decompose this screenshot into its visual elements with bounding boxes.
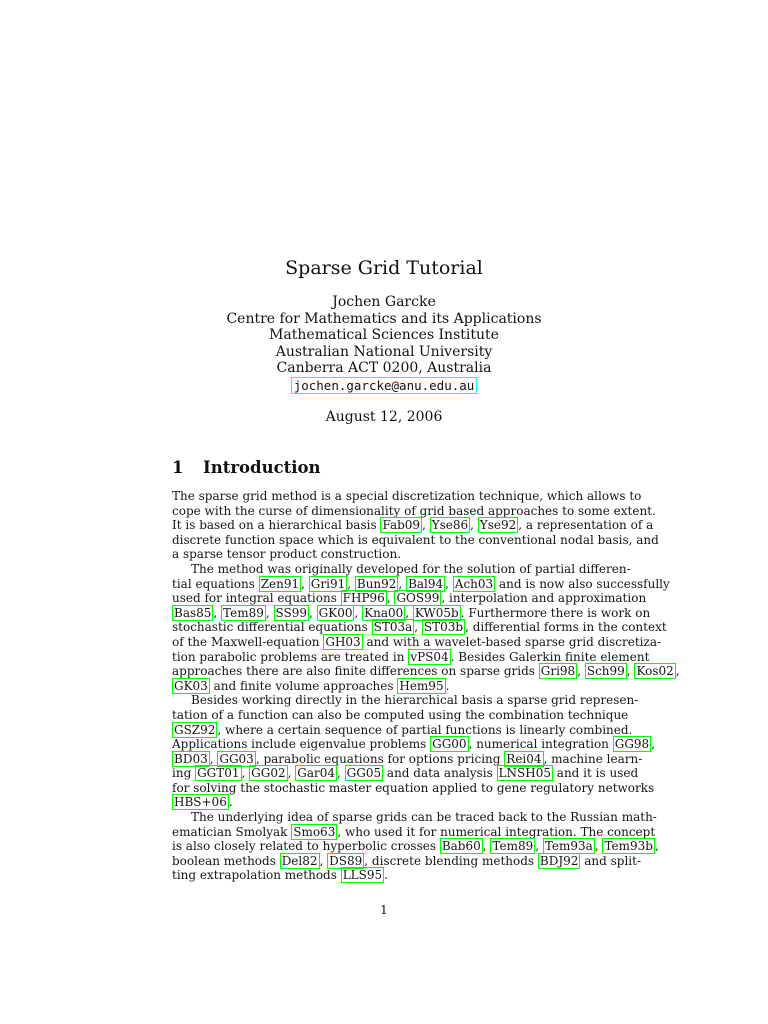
text-run: The method was originally developed for the solution of partial differen- [191, 561, 631, 576]
text-run: and finite volume approaches [209, 678, 398, 693]
paper-date: August 12, 2006 [325, 408, 443, 425]
text-line [172, 634, 662, 650]
text-run: ting extrapolation methods [172, 868, 341, 883]
affiliation-centre: Centre for Mathematics and its Applications [226, 310, 542, 327]
text-run: tial equations [172, 576, 259, 591]
citation-link[interactable]: Kos02 [636, 664, 674, 679]
text-line [172, 649, 650, 665]
text-run: , [398, 576, 407, 591]
citation-link[interactable]: KW05b [414, 605, 459, 620]
citation-link[interactable]: GG05 [346, 766, 382, 781]
citation-link[interactable]: DS89 [329, 853, 363, 868]
text-line [172, 547, 618, 562]
citation-link[interactable]: SS99 [275, 605, 308, 620]
text-line [172, 766, 639, 781]
text-line [172, 489, 642, 504]
text-run: and is now also successfully [495, 576, 670, 591]
text-run: , who used it for numerical integration. The concept [337, 824, 656, 839]
text-run: ing [172, 766, 196, 781]
citation-link[interactable]: Yse86 [431, 518, 469, 533]
text-run: , machine learn- [543, 751, 643, 766]
citation-link[interactable]: GG02 [251, 766, 286, 781]
citation-link[interactable]: LNSH05 [498, 766, 551, 781]
text-line [172, 839, 659, 854]
citation-link[interactable]: GK00 [318, 605, 353, 620]
text-run: , numerical integration [468, 737, 613, 752]
text-run: , [675, 664, 680, 679]
text-run: The sparse grid method is a special discretization technique, which allows to [172, 489, 642, 503]
citation-link[interactable]: GGT01 [197, 766, 240, 781]
citation-link[interactable]: Bas85 [174, 605, 212, 620]
text-run: , [445, 576, 453, 591]
text-line [172, 620, 667, 635]
citation-link[interactable]: Ach03 [454, 576, 494, 591]
text-run: , [213, 605, 222, 620]
citation-link[interactable]: vPS04 [410, 649, 449, 664]
text-line [172, 795, 618, 810]
text-run: , [209, 751, 218, 766]
text-run: approaches there are also finite differences on sparse grids [172, 664, 539, 679]
citation-link[interactable]: Tem89 [223, 605, 264, 620]
citation-link[interactable]: Rei04 [506, 751, 542, 766]
text-line [172, 664, 680, 679]
text-run: Besides working directly in the hierarchical basis a sparse grid represen- [191, 693, 639, 708]
citation-link[interactable]: BD03 [174, 751, 208, 766]
page-number: 1 [380, 903, 388, 917]
text-run: . Furthermore there is work on [460, 605, 651, 620]
section-number: 1 [172, 458, 184, 477]
citation-link[interactable]: GSZ92 [174, 722, 216, 737]
text-run: , [577, 664, 585, 679]
text-run: , [535, 839, 543, 854]
text-run: It is based on a hierarchical basis [172, 518, 381, 533]
text-run: , differential forms in the context [465, 620, 667, 635]
text-run: , [386, 591, 395, 606]
text-line [172, 503, 656, 519]
citation-link[interactable]: Del82 [281, 853, 318, 868]
text-run: , [301, 576, 309, 591]
text-run: of the Maxwell-equation [172, 634, 324, 649]
text-run: , [347, 576, 355, 591]
author-name: Jochen Garcke [332, 294, 436, 310]
title-block [0, 254, 768, 425]
citation-link[interactable]: Tem93b [604, 839, 653, 854]
text-run: The underlying idea of sparse grids can be traced back to the Russian math- [191, 810, 657, 825]
citation-link[interactable]: HBS+06 [174, 795, 227, 810]
text-run: ematician Smolyak [172, 824, 292, 839]
text-line [172, 605, 651, 621]
text-run: and split- [580, 853, 642, 868]
section-body [172, 489, 680, 883]
citation-link[interactable]: GG00 [432, 737, 467, 752]
text-run: , [309, 605, 317, 620]
text-line [172, 679, 618, 694]
text-run: boolean methods [172, 853, 280, 868]
text-run: is also closely related to hyperbolic crosses [172, 839, 440, 854]
citation-link[interactable]: Zen91 [260, 576, 300, 591]
citation-link[interactable]: LLS95 [342, 868, 383, 883]
text-line [172, 576, 670, 592]
text-run: , [626, 664, 635, 679]
affiliation-university: Australian National University [275, 343, 493, 360]
author-block [0, 294, 768, 395]
text-line [172, 722, 633, 738]
citation-link[interactable]: GG03 [219, 751, 254, 766]
citation-link[interactable]: Gri91 [310, 576, 346, 591]
text-run: , [651, 737, 656, 752]
author-email-link[interactable]: jochen.garcke@anu.edu.au [291, 377, 478, 394]
section-heading [172, 458, 622, 478]
text-run: Applications include eigenvalue problems [172, 737, 431, 752]
text-run: , [241, 766, 250, 781]
text-line [172, 707, 629, 723]
citation-link[interactable]: Sch99 [586, 664, 625, 679]
text-run: , [482, 839, 491, 854]
citation-link[interactable]: ST03a [373, 620, 413, 635]
text-run: and it is used [552, 766, 639, 781]
citation-link[interactable]: Smo63 [293, 824, 336, 839]
text-run: , [337, 766, 345, 781]
text-line [172, 810, 657, 825]
text-run: , discrete blending methods [364, 853, 538, 868]
text-run: , where a certain sequence of partial functions is linearly combined. [217, 722, 633, 737]
citation-link[interactable]: Tem89 [492, 839, 534, 854]
text-run: . [228, 795, 233, 810]
text-line [172, 532, 659, 548]
text-run: a sparse tensor product construction. [172, 547, 402, 562]
citation-link[interactable]: ST03b [423, 620, 464, 635]
text-run: tation of a function can also be computed using the combination technique [172, 707, 629, 722]
text-run: and with a wavelet-based sparse grid discretiza- [362, 634, 662, 649]
text-run: used for integral equations [172, 591, 341, 606]
text-line [172, 868, 618, 883]
citation-link[interactable]: Bal94 [408, 576, 444, 591]
text-run: , [470, 518, 478, 533]
text-line [172, 751, 643, 767]
citation-link[interactable]: Kna00 [364, 605, 404, 620]
text-line [172, 591, 647, 606]
citation-link[interactable]: GH03 [325, 634, 361, 649]
text-run: , [354, 605, 363, 620]
text-run: and data analysis [383, 766, 497, 781]
citation-link[interactable]: BDJ92 [539, 853, 579, 868]
section-title: Introduction [203, 458, 321, 477]
text-run: discrete function space which is equivalent to the conventional nodal basis, and [172, 532, 659, 547]
citation-link[interactable]: FHP96 [342, 591, 385, 606]
text-run: , parabolic equations for options pricing [255, 751, 505, 766]
text-line [172, 518, 654, 533]
text-run: . [445, 678, 450, 693]
citation-link[interactable]: Gri98 [540, 664, 576, 679]
text-run: , [594, 839, 603, 854]
text-run: , [655, 839, 659, 854]
text-run: , interpolation and approximation [441, 591, 647, 606]
citation-link[interactable]: Yse92 [479, 518, 517, 533]
text-run: . Besides Galerkin finite element [450, 649, 650, 664]
text-run: , [287, 766, 296, 781]
citation-link[interactable]: GG98 [614, 737, 650, 752]
text-run: stochastic differential equations [172, 620, 372, 635]
citation-link[interactable]: Gar04 [297, 766, 335, 781]
text-run: cope with the curse of dimensionality of grid based approaches to some extent. [172, 503, 656, 518]
text-run: , [414, 620, 422, 635]
affiliation-institute: Mathematical Sciences Institute [269, 327, 499, 344]
text-line [172, 737, 656, 752]
text-run: , [265, 605, 274, 620]
text-run: , [405, 605, 413, 620]
citation-link[interactable]: Tem93a [544, 839, 593, 854]
text-run: . [384, 868, 388, 883]
citation-link[interactable]: Fab09 [382, 518, 421, 533]
text-run: for solving the stochastic master equation applied to gene regulatory networks [172, 780, 655, 795]
text-run: , [422, 518, 430, 533]
citation-link[interactable]: Hem95 [399, 678, 444, 693]
citation-link[interactable]: GK03 [174, 678, 208, 693]
citation-link[interactable]: GOS99 [396, 591, 440, 606]
text-run: tion parabolic problems are treated in [172, 649, 409, 664]
text-line [172, 693, 639, 708]
text-line [172, 853, 642, 869]
affiliation-address: Canberra ACT 0200, Australia [276, 360, 492, 377]
citation-link[interactable]: Bun92 [356, 576, 397, 591]
text-run: , [319, 853, 328, 868]
text-line [172, 824, 656, 840]
paper-title: Sparse Grid Tutorial [285, 257, 483, 279]
text-run: , a representation of a [518, 518, 654, 533]
text-line [172, 780, 655, 796]
citation-link[interactable]: Bab60 [441, 839, 481, 854]
text-line [172, 561, 631, 577]
